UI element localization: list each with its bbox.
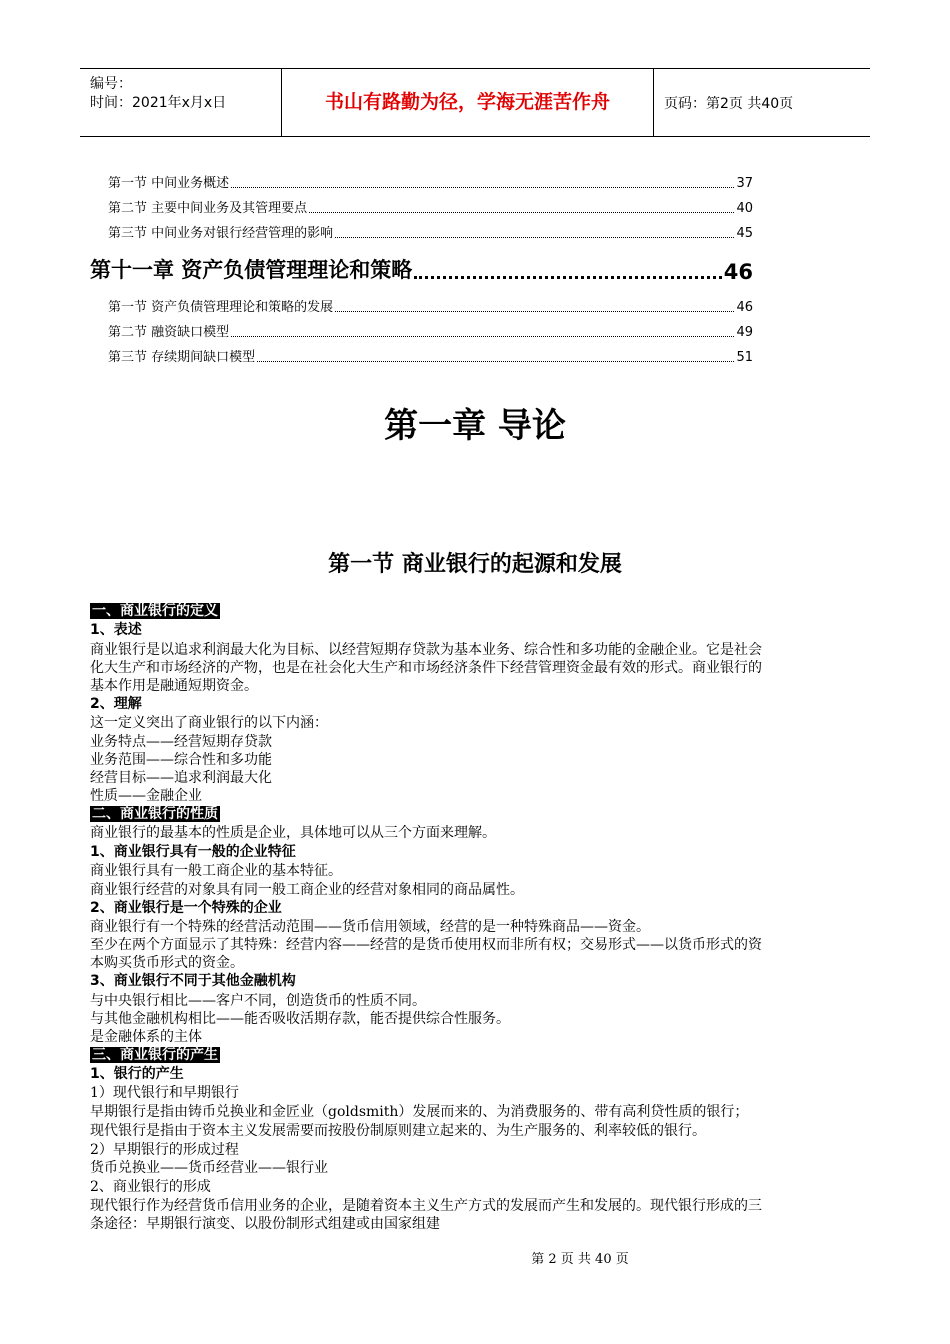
paragraph-line: 早期银行是指由铸币兑换业和金匠业（goldsmith）发展而来的、为消费服务的、带有高利贷性质的银行；: [90, 1104, 749, 1120]
toc-label: 第三节 存续期间缺口模型: [108, 350, 256, 365]
paragraph-line: 业务特点——经营短期存贷款: [90, 734, 272, 750]
paragraph-line: 商业银行具有一般工商企业的基本特征。: [90, 863, 342, 879]
paragraph-line: 商业银行经营的对象具有同一般工商企业的经营对象相同的商品属性。: [90, 882, 524, 898]
paragraph-line: 基本作用是融通短期资金。: [90, 678, 258, 694]
heading-definition: 一、商业银行的定义: [92, 603, 218, 619]
paragraph-line: 商业银行是以追求利润最大化为目标、以经营短期存贷款为基本业务、综合性和多功能的金融企业。它是社会: [90, 642, 762, 658]
toc-chapter-entry[interactable]: [90, 254, 753, 284]
paragraph-line: 性质——金融企业: [90, 788, 202, 804]
paragraph-line: 化大生产和市场经济的产物，也是在社会化大生产和市场经济条件下经营管理资金最有效的形式。商业银行的: [90, 660, 762, 676]
subheading: 3、商业银行不同于其他金融机构: [90, 973, 296, 989]
paragraph-line: 现代银行是指由于资本主义发展需要而按股份制原则建立起来的、为生产服务的、利率较低的银行。: [90, 1123, 706, 1139]
subheading: 2、商业银行是一个特殊的企业: [90, 900, 282, 916]
toc-label: 第十一章 资产负债管理理论和策略: [90, 258, 413, 282]
paragraph-line: 2）早期银行的形成过程: [90, 1142, 239, 1158]
toc-entry[interactable]: [108, 296, 753, 315]
paragraph-line: 至少在两个方面显示了其特殊：经营内容——经营的是货币使用权而非所有权；交易形式——以货币形式的资: [90, 937, 762, 953]
paragraph-line: 业务范围——综合性和多功能: [90, 752, 272, 768]
toc-leader: [335, 310, 734, 312]
footer-page-number: 第 2 页 共 40 页: [531, 1252, 629, 1267]
paragraph-line: 商业银行有一个特殊的经营活动范围——货币信用领域，经营的是一种特殊商品——资金。: [90, 919, 650, 935]
toc-page: 37: [736, 176, 753, 191]
toc-label: 第二节 融资缺口模型: [108, 325, 230, 340]
paragraph-line: 经营目标——追求利润最大化: [90, 770, 272, 786]
paragraph-line: 本购买货币形式的资金。: [90, 955, 244, 971]
toc-leader: [335, 236, 734, 238]
heading-origin: 三、商业银行的产生: [92, 1047, 218, 1063]
toc-page: 46: [736, 300, 753, 315]
toc-page: 51: [736, 350, 753, 365]
header-page-info: 页码：第2页 共40页: [664, 96, 794, 112]
toc-entry[interactable]: [108, 346, 753, 365]
paragraph-line: 货币兑换业——货币经营业——银行业: [90, 1160, 328, 1176]
page-footer: [0, 1248, 950, 1267]
section-title: 第一节 商业银行的起源和发展: [328, 552, 622, 577]
subheading: 1、表述: [90, 622, 142, 638]
paragraph-line: 是金融体系的主体: [90, 1029, 202, 1045]
paragraph-line: 条途径：早期银行演变、以股份制形式组建或由国家组建: [90, 1216, 440, 1232]
paragraph-line: 1）现代银行和早期银行: [90, 1085, 239, 1101]
paragraph-line: 与其他金融机构相比——能否吸收活期存款，能否提供综合性服务。: [90, 1011, 510, 1027]
toc-label: 第一节 资产负债管理理论和策略的发展: [108, 300, 334, 315]
toc-label: 第一节 中间业务概述: [108, 176, 230, 191]
toc-leader: [231, 335, 734, 337]
toc-label: 第二节 主要中间业务及其管理要点: [108, 201, 308, 216]
toc-page: 45: [736, 226, 753, 241]
subheading: 2、理解: [90, 696, 142, 712]
paragraph-line: 商业银行的最基本的性质是企业，具体地可以从三个方面来理解。: [90, 825, 496, 841]
header-meta-cell: [80, 69, 282, 136]
subheading: 1、银行的产生: [90, 1066, 184, 1082]
toc-leader: [257, 360, 734, 362]
serial-label: 编号：: [90, 76, 132, 92]
toc-entry[interactable]: [108, 172, 753, 191]
toc-page: 49: [736, 325, 753, 340]
paragraph-line: 现代银行作为经营货币信用业务的企业，是随着资本主义生产方式的发展而产生和发展的。现代银行形成的三: [90, 1198, 762, 1214]
toc-leader: [414, 275, 721, 279]
toc-entry[interactable]: [108, 197, 753, 216]
toc-entry[interactable]: [108, 222, 753, 241]
toc-label: 第三节 中间业务对银行经营管理的影响: [108, 226, 334, 241]
header-motto: 书山有路勤为径，学海无涯苦作舟: [282, 69, 654, 136]
toc-entry[interactable]: [108, 321, 753, 340]
toc-leader: [231, 186, 734, 188]
toc-leader: [309, 211, 734, 213]
heading-nature: 二、商业银行的性质: [92, 806, 218, 822]
chapter-title: 第一章 导论: [384, 406, 566, 446]
toc-page: 46: [723, 260, 753, 284]
subheading: 1、商业银行具有一般的企业特征: [90, 844, 296, 860]
paragraph-line: 2、商业银行的形成: [90, 1179, 211, 1195]
paragraph-line: 与中央银行相比——客户不同，创造货币的性质不同。: [90, 993, 426, 1009]
toc-page: 40: [736, 201, 753, 216]
document-header: [80, 68, 870, 137]
time-label: 时间：2021年x月x日: [90, 95, 227, 111]
paragraph-line: 这一定义突出了商业银行的以下内涵：: [90, 715, 328, 731]
